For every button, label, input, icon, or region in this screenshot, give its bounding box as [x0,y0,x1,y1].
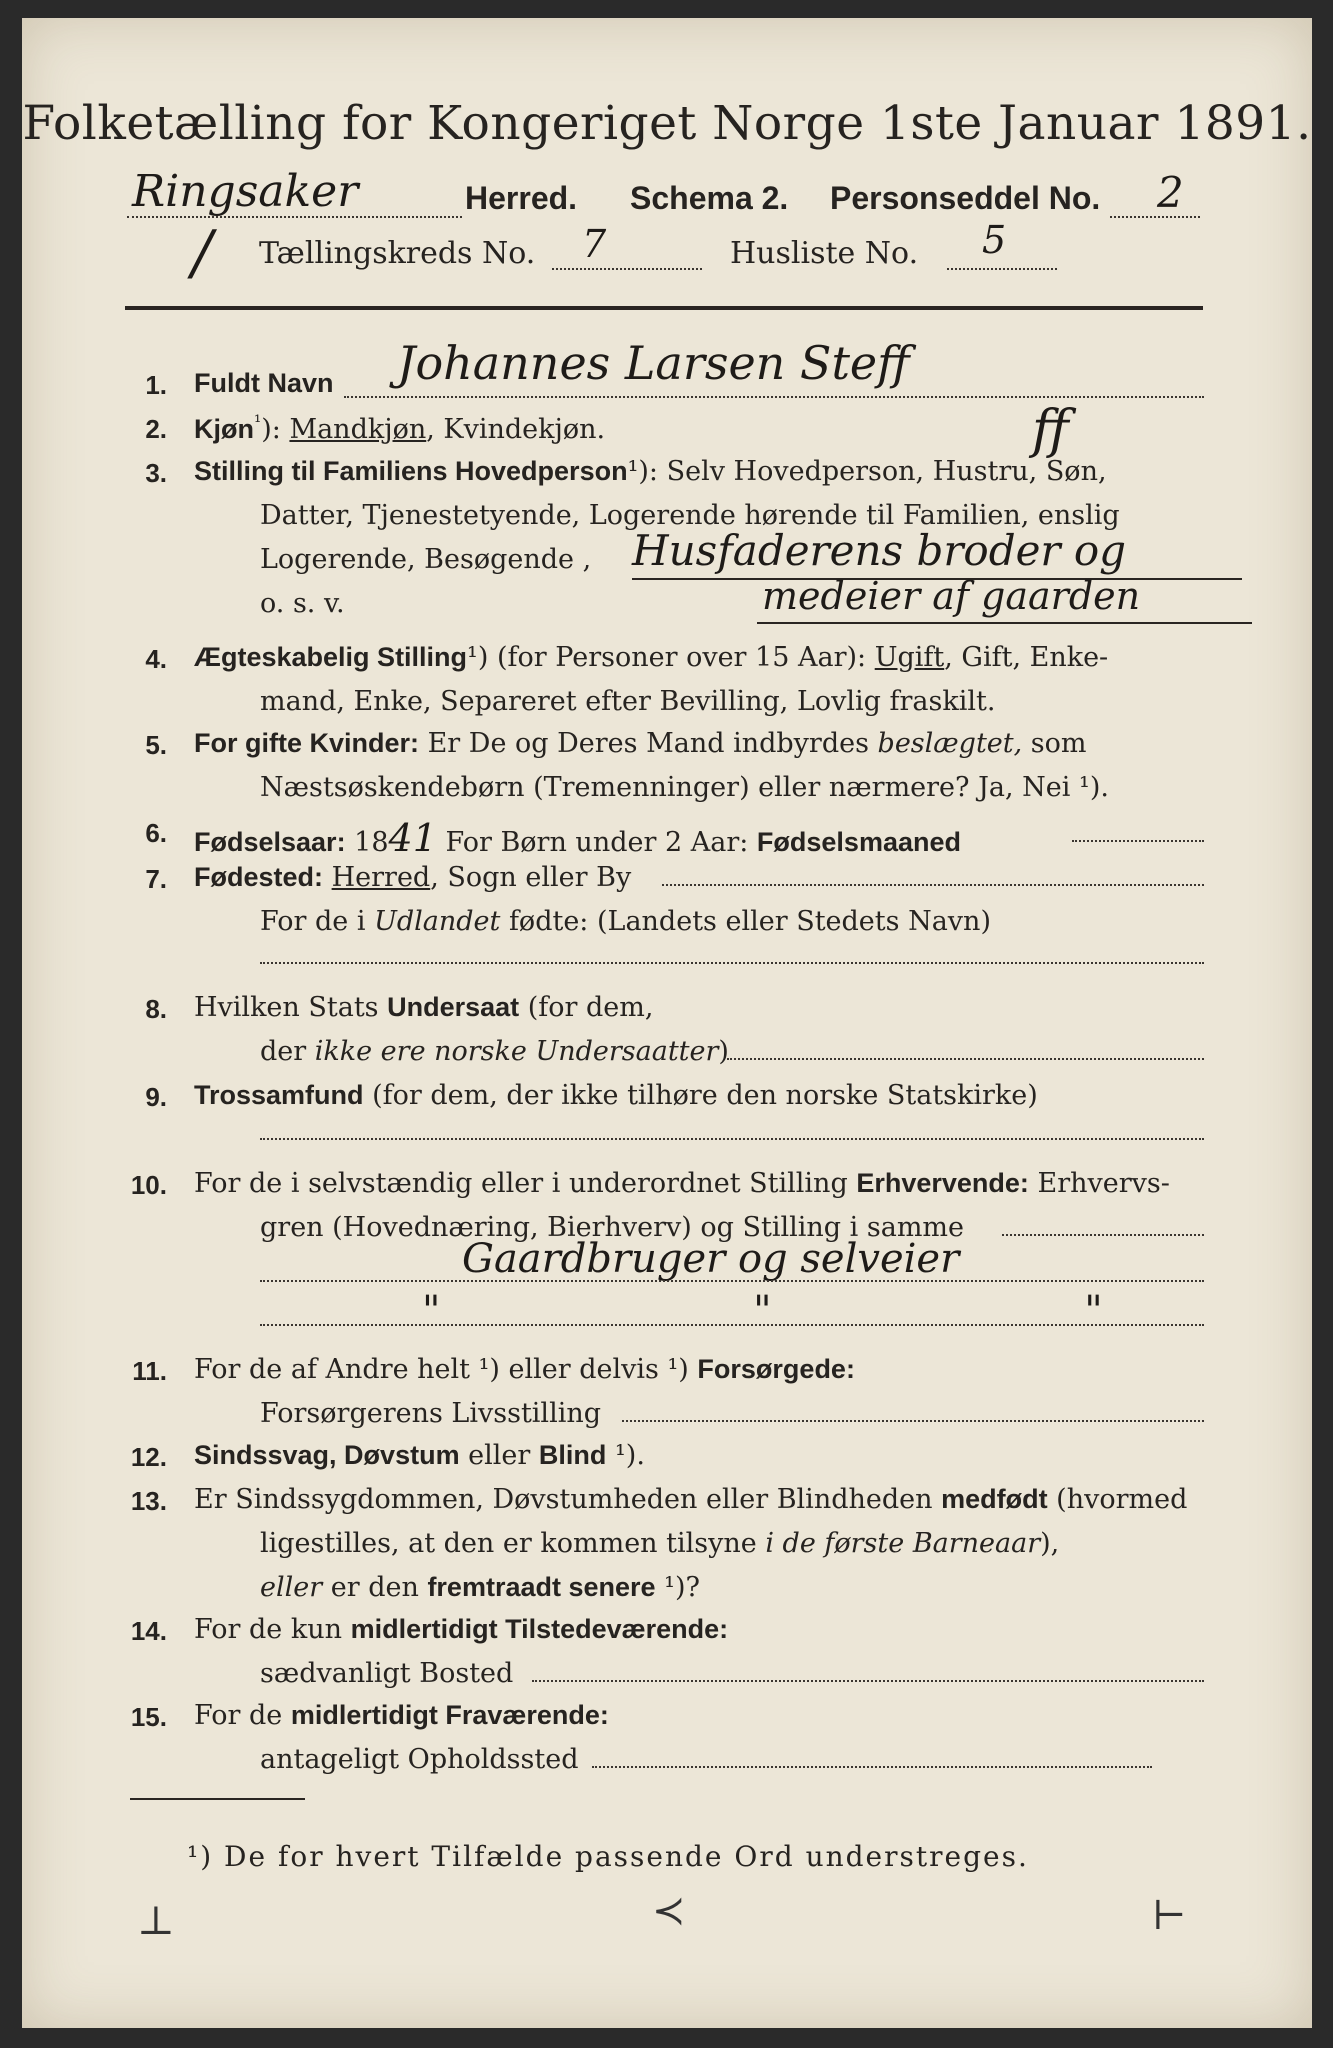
q15-line1-a: For de [194,1700,291,1731]
footnote: ¹) De for hvert Tilfælde passende Ord understreges. [187,1840,1029,1873]
q15-label: midlertidigt Fraværende: [290,1700,609,1730]
q3-number: 3. [145,458,167,488]
q2-option-kvindekjon: , Kvindekjøn. [426,414,606,445]
q9-label: Trossamfund [194,1080,364,1110]
q14-line1-a: For de kun [194,1614,351,1645]
q15-number: 15. [130,1702,167,1732]
q7-line2 [260,906,991,937]
q13-line3-it: eller [260,1572,323,1603]
personseddel-label: Personseddel No. [830,180,1101,216]
q13-line1-b: (hvormed [1047,1484,1188,1515]
q7-line2-a: For de i [260,906,375,937]
q4-number: 4. [145,644,167,674]
husliste-value: 5 [982,218,1007,262]
taellingskreds-label: Tællingskreds No. [259,236,536,271]
q13-number: 13. [130,1486,167,1516]
q7-line2-b: fødte: (Landets eller Stedets Navn) [500,906,991,937]
q5-line1-rest: Er De og Deres Mand indbyrdes [419,728,878,759]
husliste-label: Husliste No. [730,236,919,271]
q1-value-cont: ff [1032,400,1069,460]
q8-line1-a: Hvilken Stats [194,992,388,1023]
q5-beslaegtet: beslægtet, [877,728,1023,759]
q4-line2: mand, Enke, Separeret efter Bevilling, Lovlig fraskilt. [260,686,996,717]
q10-dots3 [260,1324,1204,1326]
q8-line2 [260,1036,729,1067]
q11-line2: Forsørgerens Livsstilling [260,1398,602,1429]
q3-line4: o. s. v. [260,588,345,619]
q1-dots [344,396,1204,398]
q3-line2: Datter, Tjenestetyende, Logerende hørende til Familien, enslig [260,500,1120,531]
herred-dots [127,216,462,218]
q12-label: Sindssvag, Døvstum [194,1440,460,1470]
q2-rest: ): [261,414,290,445]
q2-number: 2. [145,414,167,444]
q11-line1-a: For de af Andre helt ¹) eller delvis ¹) [194,1354,698,1385]
q3-line3: Logerende, Besøgende , [260,544,592,575]
header-rule [125,306,1203,310]
register-mark-center: ≺ [652,1888,686,1934]
herred-flourish: / [192,218,213,288]
q7-rest: , Sogn eller By [430,862,632,893]
q14-label: midlertidigt Tilstedeværende: [350,1614,729,1644]
q11-label: Forsørgede: [697,1354,855,1384]
q4-line1 [194,642,1108,673]
q5-number: 5. [145,730,167,760]
q3-label: Stilling til Familiens Hovedperson [194,456,628,486]
q3-value-line1: Husfaderens broder og [632,526,1127,575]
q6-dots [1072,840,1204,842]
q4-label: Ægteskabelig Stilling [194,642,468,672]
q11-number: 11. [132,1356,167,1386]
q10-number: 10. [130,1170,167,1200]
q13-line1-a: Er Sindssygdommen, Døvstumheden eller Blindheden [194,1484,942,1515]
q2-label: Kjøn [194,414,254,444]
q6-line [194,816,961,860]
q13-line2-a: ligestilles, at den er kommen tilsyne [260,1528,766,1559]
census-form [22,18,1312,2028]
q3-line1-rest: ¹): Selv Hovedperson, Hustru, Søn, [627,456,1107,487]
q6-label: Fødselsaar: [194,827,346,857]
q12-rest: ¹). [606,1440,645,1471]
q9-dots [260,1138,1204,1140]
q7-label: Fødested: [194,862,324,892]
q8-line2-a: der [260,1036,315,1067]
q10-line2: gren (Hovednæring, Bierhverv) og Stilling i samme [260,1212,965,1243]
q8-label: Undersaat [387,992,520,1022]
q10-dots1 [1002,1234,1204,1236]
q10-label: Erhvervende: [856,1168,1029,1198]
q14-line2: sædvanligt Bosted [260,1658,514,1689]
q3-value-underline2 [757,622,1252,624]
q12-number: 12. [130,1442,167,1472]
q13-label2: fremtraadt senere [427,1572,656,1602]
taellingskreds-dots [552,268,702,270]
q10-value: Gaardbruger og selveier [462,1236,960,1282]
q6-label2: Fødselsmaaned [756,827,961,857]
q7-line1 [194,862,631,893]
q6-value: 41 [388,816,437,860]
q6-rest: For Børn under 2 Aar: [436,827,757,858]
q3-value-line2: medeier af gaarden [762,574,1141,618]
herred-value: Ringsaker [132,166,359,217]
q15-line1 [194,1700,609,1731]
q11-dots [622,1420,1204,1422]
q14-dots [532,1680,1204,1682]
q10-line1-a: For de i selvstændig eller i underordnet Stilling [194,1168,857,1199]
q10-value-ditto: " " " [422,1288,1253,1334]
q12-mid: eller [459,1440,539,1471]
q8-dots [727,1058,1204,1060]
q1-value: Johannes Larsen Steff [397,336,910,390]
q7-dots [662,884,1204,886]
register-mark-right: ⊢ [1152,1893,1187,1939]
q9-number: 9. [145,1082,167,1112]
q12-label2: Blind [538,1440,607,1470]
personseddel-dots [1110,216,1200,218]
q7-option-herred: Herred [331,862,431,893]
q8-line2-b: ) [718,1036,729,1067]
footnote-rule [130,1798,305,1800]
herred-label: Herred. [465,180,578,216]
q9-rest: (for dem, der ikke tilhøre den norske Statskirke) [363,1080,1038,1111]
q15-dots [592,1766,1152,1768]
q3-line1 [194,456,1107,487]
register-mark-left: ⊥ [137,1898,175,1944]
q13-line3 [260,1572,700,1603]
q8-number: 8. [145,994,167,1024]
q13-line1 [194,1484,1187,1515]
q10-dots2 [260,1280,1204,1282]
q13-line3-a: er den [322,1572,428,1603]
q13-line2-b: ), [1040,1528,1060,1559]
q6-prefix: 18 [345,827,389,858]
q13-line3-b: ¹)? [655,1572,700,1603]
q7-number: 7. [145,864,167,894]
q13-line2-it: i de første Barneaar [765,1528,1041,1559]
schema-label: Schema 2. [630,180,789,216]
q11-line1 [194,1354,855,1385]
q10-line1-b: Erhvervs- [1028,1168,1170,1199]
husliste-dots [947,268,1057,270]
q5-line1 [194,728,1087,759]
q4-option-ugift: Ugift [874,642,945,673]
q4-line1-tail: , Gift, Enke- [944,642,1109,673]
q9-line1 [194,1080,1204,1111]
q8-line2-it: ikke ere norske Undersaatter [314,1036,719,1067]
q4-line1-rest: ¹) (for Personer over 15 Aar): [467,642,875,673]
q2-option-mandkjon: Mandkjøn [289,414,427,445]
q14-number: 14. [130,1616,167,1646]
q7-dots2 [260,962,1204,964]
q14-line1 [194,1614,728,1645]
form-title: Folketælling for Kongeriget Norge 1ste Januar 1891. [22,96,1312,151]
q7-udlandet: Udlandet [374,906,501,937]
q13-line2 [260,1528,1059,1559]
q6-number: 6. [145,818,167,848]
q8-line1-b: (for dem, [519,992,654,1023]
q13-label: medfødt [941,1484,1048,1514]
taellingskreds-value: 7 [582,222,607,266]
personseddel-value: 2 [1157,168,1184,217]
q8-line1 [194,992,653,1023]
q5-label: For gifte Kvinder: [194,728,420,758]
q2-sup: ¹ [254,412,262,433]
q10-line1 [194,1168,1170,1199]
q15-line2: antageligt Opholdssted [260,1744,579,1775]
q5-line2: Næstsøskendebørn (Tremenninger) eller nærmere? Ja, Nei ¹). [260,772,1109,803]
q5-line1-tail: som [1022,728,1087,759]
q2-line [194,412,605,445]
q1-label: Fuldt Navn [194,368,334,398]
q12-line [194,1440,645,1471]
q1-number: 1. [145,370,167,400]
